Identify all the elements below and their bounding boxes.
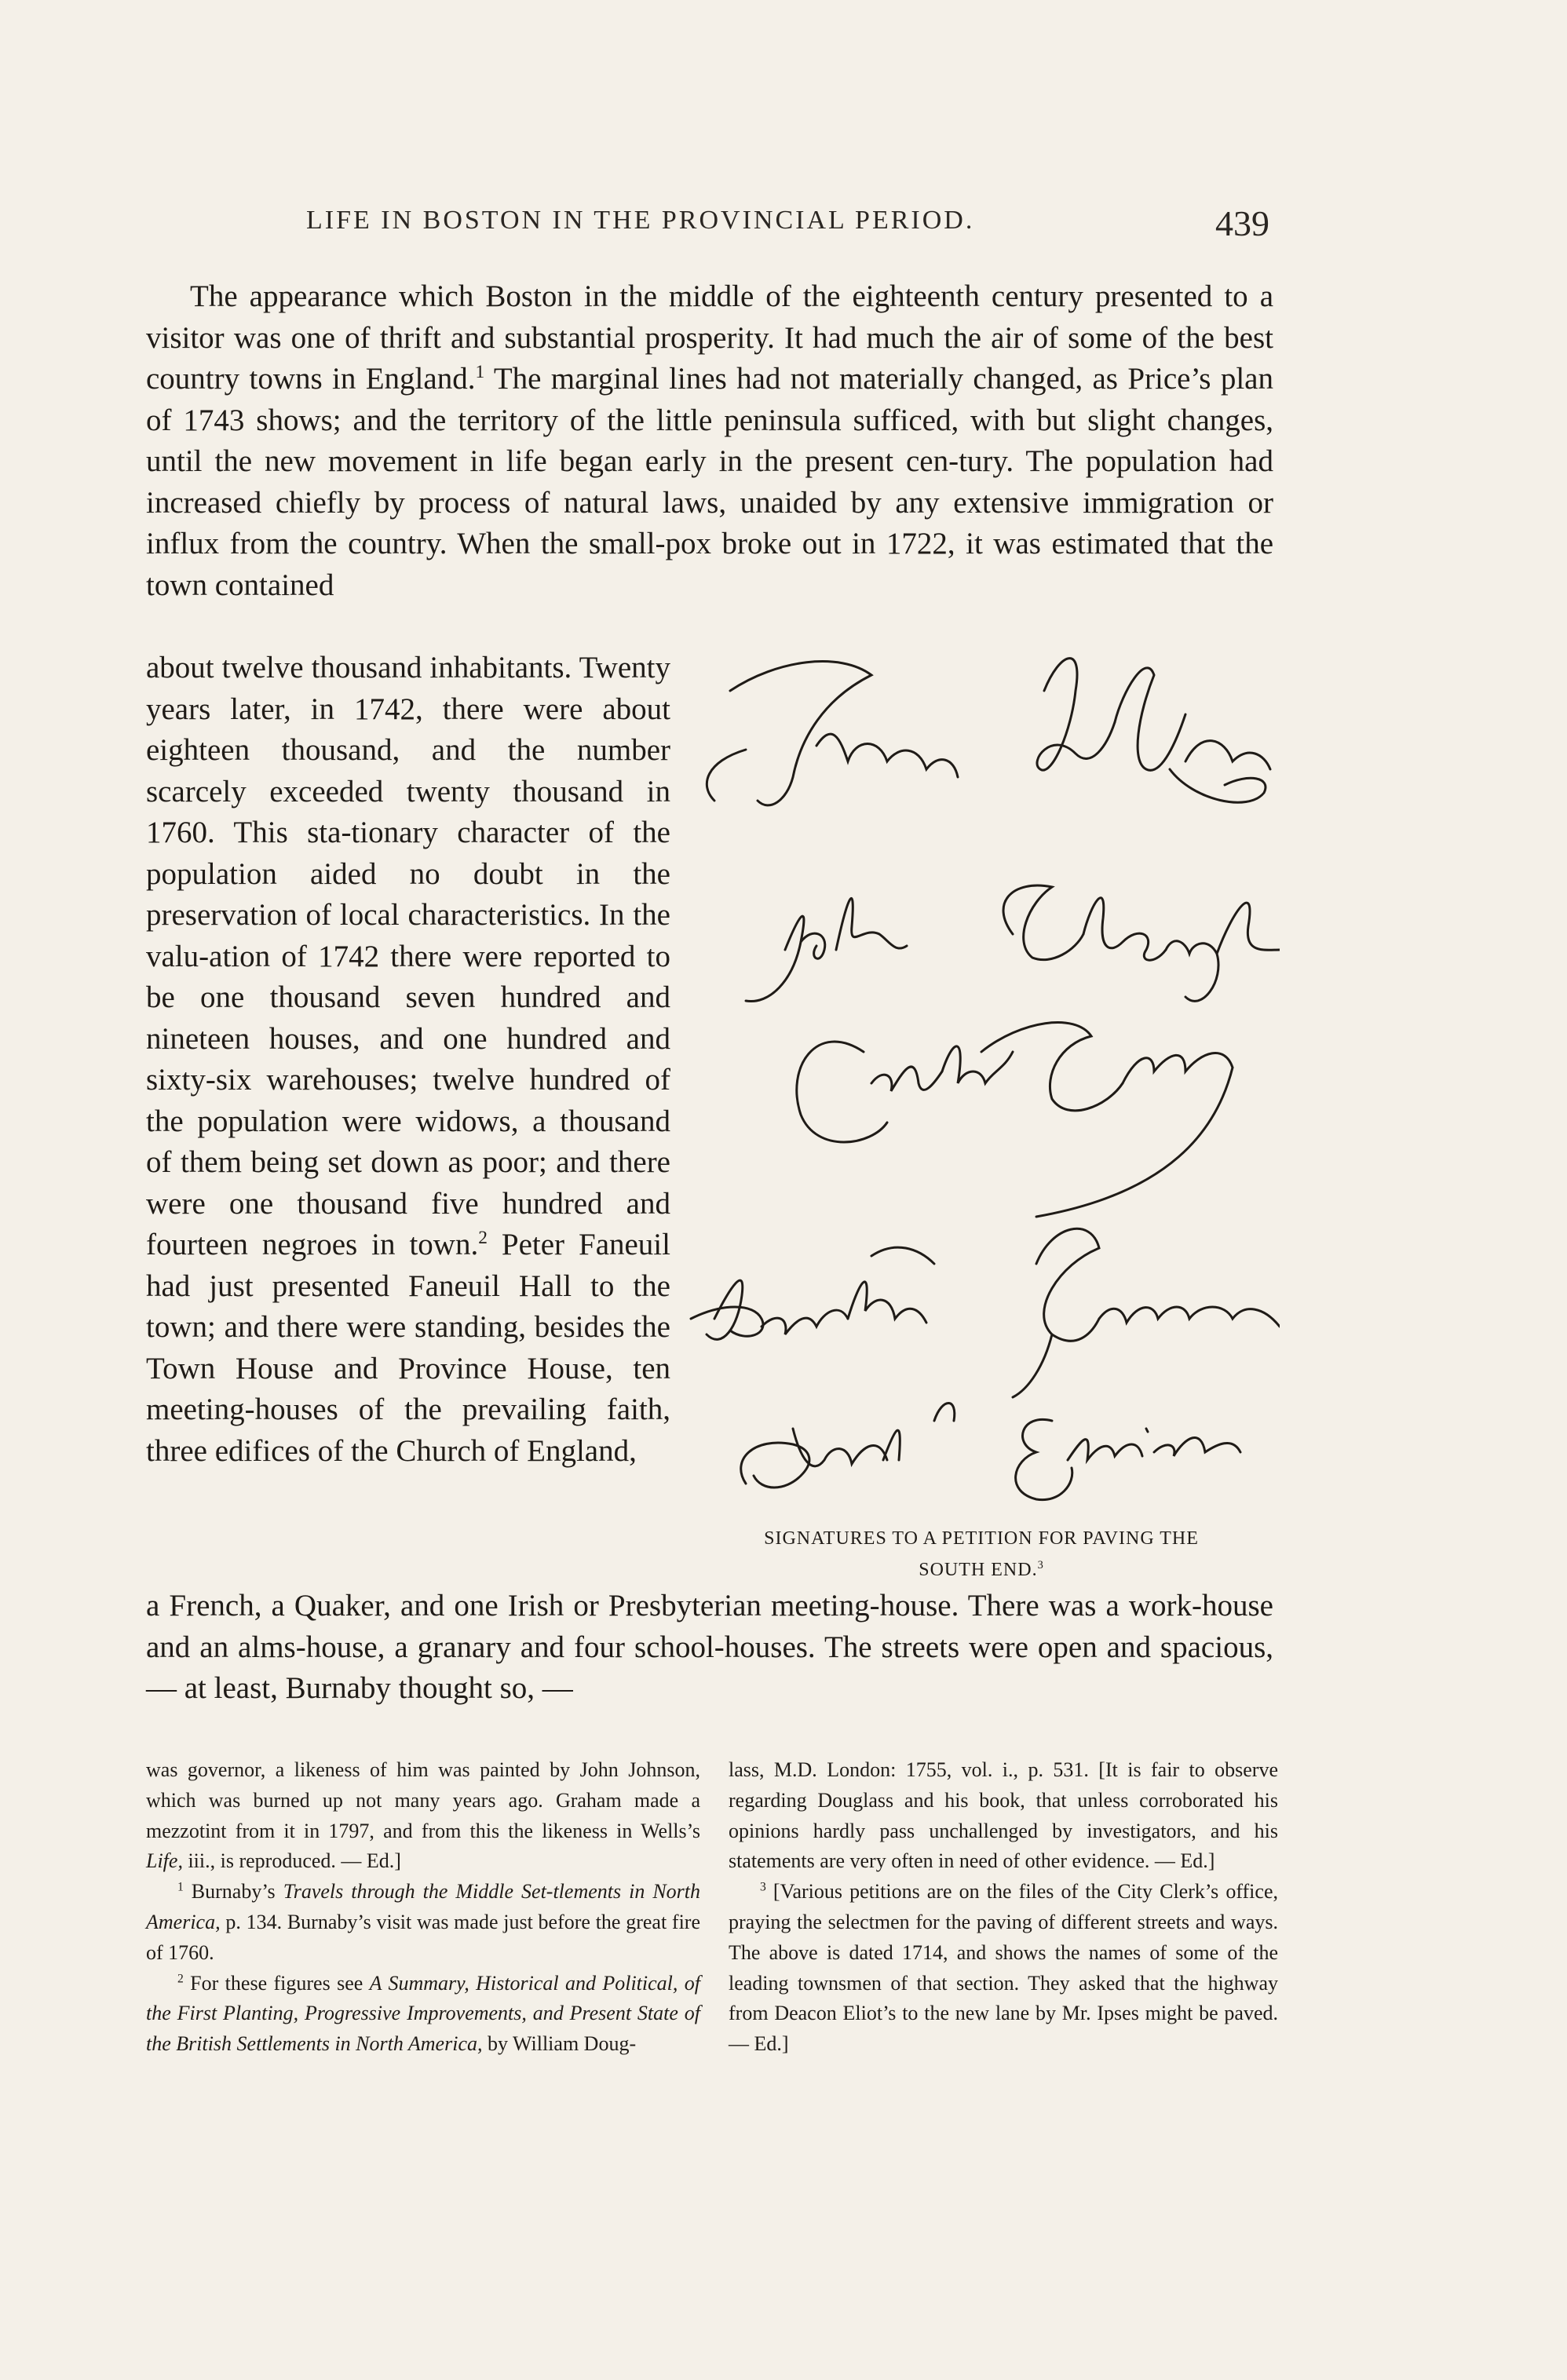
paragraph-text: The appearance which Boston in the middle of the eighteenth century presented to a visitor was one of thrift and substantial prosperity. It had much the air of some of the best country towns in England. xyxy=(146,279,1273,396)
caption-line-1: SIGNATURES TO A PETITION FOR PAVING THE xyxy=(764,1528,1199,1549)
wrapped-text: about twelve thousand inhabitants. Twenty years later, in 1742, there were about eighteen thousand, and the number scarcely exceeded twenty thousand in 1760. This sta-tionary character of the population aided no doubt in the preservation of local characteristics. In the valu-ation of 1742 there were reported to be one thousand seven hundred and nineteen houses, and one hundred and sixty-six warehouses; twelve hundred of the population were widows, a thousand of them being set down as poor; and there were one thousand five hundred and fourteen negroes in town. xyxy=(146,651,670,1261)
footnote-3: $^3$ [Various petitions are on the files of the City Clerk’s office, praying the selectmen for the paving of different streets and ways. The above is dated 1714, and shows the names of some of the leading townsmen of that section. They asked that the highway from Deacon Eliot’s to the new lane by Mr. Ipses might be paved. — Ed.] xyxy=(729,1880,1278,2056)
opening-paragraph xyxy=(146,276,1273,606)
footnote-1: $^1$ Burnaby’s Travels through the Middle Set-tlements in North America, p. 134. Burnaby’s visit was made just before the great fire of 1760. xyxy=(146,1880,701,1964)
wrapped-text-continued: Peter Faneuil had just presented Faneuil Hall to the town; and there were standing, besides the Town House and Province House, ten meeting-houses of the prevailing faith, three edifices of the Church of England, xyxy=(146,1228,670,1468)
closing-paragraph-text: a French, a Quaker, and one Irish or Presbyterian meeting-house. There was a work-house and an alms-house, a granary and four school-houses. The streets were open and spacious, — at least, Burnaby thought so, — xyxy=(146,1589,1273,1705)
footnotes-left-column xyxy=(146,1755,700,2060)
signature-john-clough xyxy=(746,885,1280,1001)
signature-andw-eliot xyxy=(741,1404,1240,1500)
footnote-2-continued: lass, M.D. London: 1755, vol. i., p. 531. [It is fair to observe regarding Douglass and his book, that unless corroborated his opinions hardly pass unchallenged by investigators, and his statements are very often in need of other evidence. — Ed.] xyxy=(729,1758,1278,1873)
paragraph-text-continued: The marginal lines had not materially changed, as Price’s plan of 1743 shows; and the territory of the little peninsula sufficed, with but slight changes, until the new movement in life began early in the present cen-tury. The population had increased chiefly by process of natural laws, unaided by any extensive immigration or influx from the country. When the small-pox broke out in 1722, it was estimated that the town contained xyxy=(146,362,1273,602)
footnote-number-3: 3 xyxy=(760,1880,766,1894)
footnote-continued: was governor, a likeness of him was painted by John Johnson, which was burned up not many years ago. Graham made a mezzotint from it in 1797, and from this the likeness in Wells’s Life, iii., is reproduced. — Ed.] xyxy=(146,1758,700,1873)
handwritten-signatures xyxy=(683,644,1280,1539)
wrapped-text-column xyxy=(146,648,670,1472)
footnote-number-1: 1 xyxy=(177,1880,184,1894)
footnote-number-2: 2 xyxy=(177,1971,184,1985)
signature-bartho-green xyxy=(691,1228,1280,1397)
signatures-figure xyxy=(683,644,1280,1539)
page-number: 439 xyxy=(1215,203,1269,243)
footnote-marker-3[interactable]: 3 xyxy=(1037,1559,1044,1571)
footnote-marker-1[interactable]: 1 xyxy=(475,362,485,382)
caption-line-2: SOUTH END. xyxy=(919,1560,1038,1580)
footnote-marker-2[interactable]: 2 xyxy=(478,1228,488,1248)
signature-caleb-eddy xyxy=(797,1023,1233,1217)
signature-thomas-walker xyxy=(707,659,1270,805)
figure-caption xyxy=(691,1523,1272,1586)
running-title: LIFE IN BOSTON IN THE PROVINCIAL PERIOD. xyxy=(306,206,975,235)
footnotes-right-column xyxy=(729,1755,1278,2060)
footnote-2: $^2$ For these figures see A Summary, Historical and Political, of the First Planting, Progressive Improvements, and Present State of the British Settlements in North America, by William Doug- xyxy=(146,1971,701,2056)
